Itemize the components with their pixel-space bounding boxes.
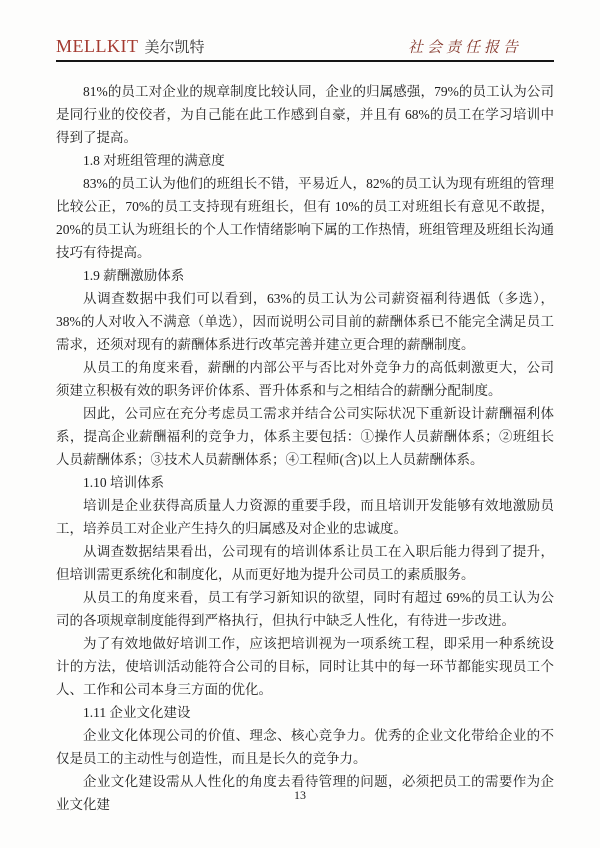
body-paragraph: 企业文化建设需从人性化的角度去看待管理的问题，必须把员工的需要作为企业文化建 [56, 774, 554, 812]
body-paragraph: 因此，公司应在充分考虑员工需求并结合公司实际状况下重新设计薪酬福利体系，提高企业薪酬福利的竞争力，体系主要包括：①操作人员薪酬体系；②班组长人员薪酬体系；③技术人员薪酬体系；④工程师(含)以上人员薪酬体系。 [56, 406, 554, 467]
body-paragraph: 企业文化体现公司的价值、理念、核心竞争力。优秀的企业文化带给企业的不仅是员工的主动性与创造性，而且是长久的竞争力。 [56, 728, 554, 766]
body-paragraph: 培训是企业获得高质量人力资源的重要手段，而且培训开发能够有效地激励员工，培养员工对企业产生持久的归属感及对企业的忠诚度。 [56, 498, 554, 536]
document-body [56, 80, 554, 816]
body-paragraph: 为了有效地做好培训工作，应该把培训视为一项系统工程，即采用一种系统设计的方法，使培训活动能符合公司的目标，同时让其中的每一环节都能实现员工个人、工作和公司本身三方面的优化。 [56, 636, 554, 697]
body-paragraph: 从员工的角度来看，薪酬的内部公平与否比对外竞争力的高低刺激更大，公司须建立积极有效的职务评价体系、晋升体系和与之相结合的薪酬分配制度。 [56, 360, 554, 398]
page-footer [0, 786, 600, 804]
body-paragraph: 从调查数据中我们可以看到，63%的员工认为公司薪资福利待遇低（多选），38%的人对收入不满意（单选），因而说明公司目前的薪酬体系已不能完全满足员工需求，还须对现有的薪酬体系进行改革完善并建立更合理的薪酬制度。 [56, 291, 554, 352]
body-paragraph: 83%的员工认为他们的班组长不错，平易近人，82%的员工认为现有班组的管理比较公正，70%的员工支持现有班组长，但有 10%的员工对班组长有意见不敢提，20%的员工认为班组长的个人工作情绪影响下属的工作热情，班组管理及班组长沟通技巧有待提高。 [56, 176, 554, 260]
section-heading: 1.8 对班组管理的满意度 [83, 153, 225, 168]
page-header [56, 32, 554, 62]
brand-logo-cn: 美尔凯特 [144, 40, 205, 56]
page-number: 13 [294, 788, 306, 802]
brand-logo [56, 36, 205, 57]
body-paragraph: 从调查数据结果看出，公司现有的培训体系让员工在入职后能力得到了提升，但培训需更系统化和制度化，从而更好地为提升公司员工的素质服务。 [56, 544, 554, 582]
brand-logo-en: MELLKIT [56, 36, 139, 56]
body-paragraph: 从员工的角度来看，员工有学习新知识的欲望，同时有超过 69%的员工认为公司的各项规章制度能得到严格执行，但执行中缺乏人性化，有待进一步改进。 [56, 590, 554, 628]
section-heading: 1.10 培训体系 [83, 475, 164, 490]
section-heading: 1.9 薪酬激励体系 [83, 268, 185, 283]
body-paragraph: 81%的员工对企业的规章制度比较认同，企业的归属感强，79%的员工认为公司是同行业的佼佼者，为自己能在此工作感到自豪，并且有 68%的员工在学习培训中得到了提高。 [56, 84, 554, 145]
section-heading: 1.11 企业文化建设 [83, 705, 191, 720]
report-title: 社会责任报告 [407, 40, 522, 56]
